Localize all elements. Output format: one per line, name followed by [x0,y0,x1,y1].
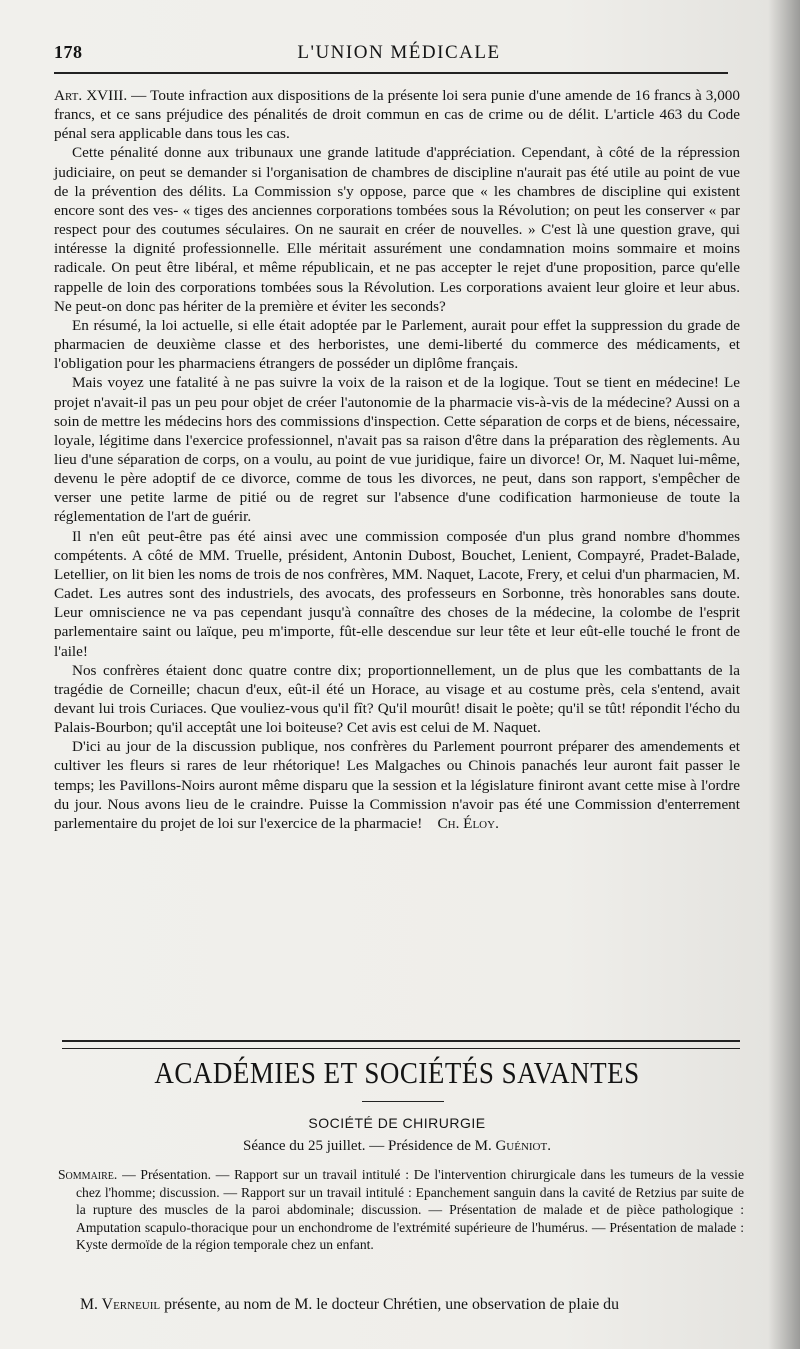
paragraph: En résumé, la loi actuelle, si elle était adoptée par le Parlement, aurait pour effet la suppression du grade de pharmacien de deuxième classe et des herboristes, une demi-liberté du commerce des médicaments, et l'obligation pour les pharmaciens étrangers de posséder un diplôme français. [54,316,740,373]
session-text: Séance du 25 juillet. — Présidence de M. [243,1138,496,1154]
paragraph: Mais voyez une fatalité à ne pas suivre la voix de la raison et de la logique. Tout se tient en médecine! Le projet n'avait-il pas un peu pour objet de créer l'autonomie de la pharmacie vis-à-vis de la médecine? Aussi on a soin de mettre les médecins hors des commissions d'inspection. Cette séparation de corps et de biens, nécessaire, loyale, légitime dans l'exercice professionnel, n'avait pas sa raison d'être dans la préparation des règlements. Au lieu d'une séparation de corps, on a voulu, au point de vue juridique, faire un divorce! Or, M. Naquet lui-même, devenu le père adoptif de ce divorce, comme de tous les divorces, ne peut, dans son rapport, s'empêcher de verser une petite larme de pitié ou de regret sur l'absence d'une codification harmonieuse de toute la réglementation de l'art de guérir. [54,374,740,526]
article-label: Art. XVIII. [54,87,128,104]
page-header [54,38,744,70]
report-text: présente, au nom de M. le docteur Chrétien, une observation de plaie du [160,1296,619,1313]
article-body [54,86,740,833]
president-name: Guéniot. [495,1138,551,1154]
session-line [54,1138,740,1155]
paragraph: Cette pénalité donne aux tribunaux une grande latitude d'appréciation. Cependant, à côté de la répression judiciaire, on peut se demander si l'organisation de chambres de discipline n'aurait pas été utile au point de vue de la prévention des délits. La Commission s'y oppose, parce que « les chambres de discipline qui existent encore sont des ves- « tiges des anciennes corporations tombées sous la Révolution; on peut les conserver « par respect pour des coutumes séculaires. On ne saurait en créer de nouvelles. » C'est là une question grave, qui intéresse la dignité professionnelle. Elle méritait assurément une condamnation moins sommaire et moins radicale. On peut être libéral, et même républicain, et ne pas accepter le rejet d'une proposition, parce qu'elle rappelle de loin des corporations tombées sous la Révolution. Les corporations avaient leur gloire et leur abus. Ne peut-on donc pas hériter de la première et éviter les seconds? [54,144,740,315]
paragraph [54,737,740,833]
section-title: ACADÉMIES ET SOCIÉTÉS SAVANTES [154,1056,640,1090]
paragraph [54,86,740,143]
paragraph: Il n'en eût peut-être pas été ainsi avec une commission composée d'un plus grand nombre d'hommes compétents. A côté de MM. Truelle, président, Antonin Dubost, Bouchet, Lenient, Compayré, Pradet-Balade, Letellier, on lit bien les noms de trois de nos confrères, MM. Naquet, Lacote, Frery, et celui d'un pharmacien, M. Cadet. Les autres sont des industriels, des avocats, des professeurs en Sorbonne, très honorables sans doute. Leur omniscience ne va pas cependant jusqu'à connaître des choses de la médecine, la colombe de l'esprit parlementaire saint ou laïque, peu m'importe, fût-elle descendue sur leur tête et leur eût-elle touché le front de l'aile! [54,527,740,660]
speaker-name: M. Verneuil [80,1296,161,1313]
paragraph-text: D'ici au jour de la discussion publique, nos confrères du Parlement pourront préparer des amendements et cultiver les fleurs si rares de leur rhétorique! Les Malgaches ou Chinois panachés leur auront fait passer le temps; les Pavillons-Noirs auront même disparu que la session et la législature finiront avant cette mise à l'ordre du jour. Nous avons lieu de le craindre. Puisse la Commission n'avoir pas été une Commission d'enterrement parlementaire du projet de loi sur l'exercice de la pharmacie! [54,738,740,832]
author-signature: Ch. Éloy. [437,814,499,832]
summary-label: Sommaire. [58,1167,118,1182]
report-opening [54,1296,744,1314]
summary [58,1166,744,1254]
page-number: 178 [54,42,83,62]
header-rule [54,72,728,74]
title-underline [362,1101,444,1102]
paragraph: Nos confrères étaient donc quatre contre dix; proportionnellement, un de plus que les combattants de la tragédie de Corneille; chacun d'eux, eût-il été un Horace, au visage et au costume près, cela s'entend, avait devant lui trois Curiaces. Que vouliez-vous qu'il fît? Qu'il mourût! disait le poète; qu'il se tût! répondit l'écho du Palais-Bourbon; qu'il acceptât une loi boiteuse? Cet avis est celui de M. Naquet. [54,661,740,737]
society-name: SOCIÉTÉ DE CHIRURGIE [308,1115,486,1131]
summary-paragraph [58,1166,744,1254]
section-divider [62,1040,740,1049]
summary-text: — Présentation. — Rapport sur un travail intitulé : De l'intervention chirurgicale dans les tumeurs de la vessie chez l'homme; discussion. — Rapport sur un travail intitulé : Epanchement sanguin dans la cavité de Retzius par suite de la rupture des muscles de la paroi abdominale; discussion. — Présentation de malade et de pièce pathologique : Amputation scapulo-thoracique pour un enchondrome de l'extrémité supérieure de l'humérus. — Présentation de malade : Kyste dermoïde de la région temporale chez un enfant. [76,1167,744,1253]
paragraph-text: — Toute infraction aux dispositions de la présente loi sera punie d'une amende de 16 francs à 3,000 francs, et ce sans préjudice des pénalités de droit commun en cas de crime ou de délit. L'article 463 du Code pénal sera applicable dans tous les cas. [54,87,740,143]
running-title: L'UNION MÉDICALE [297,42,501,63]
